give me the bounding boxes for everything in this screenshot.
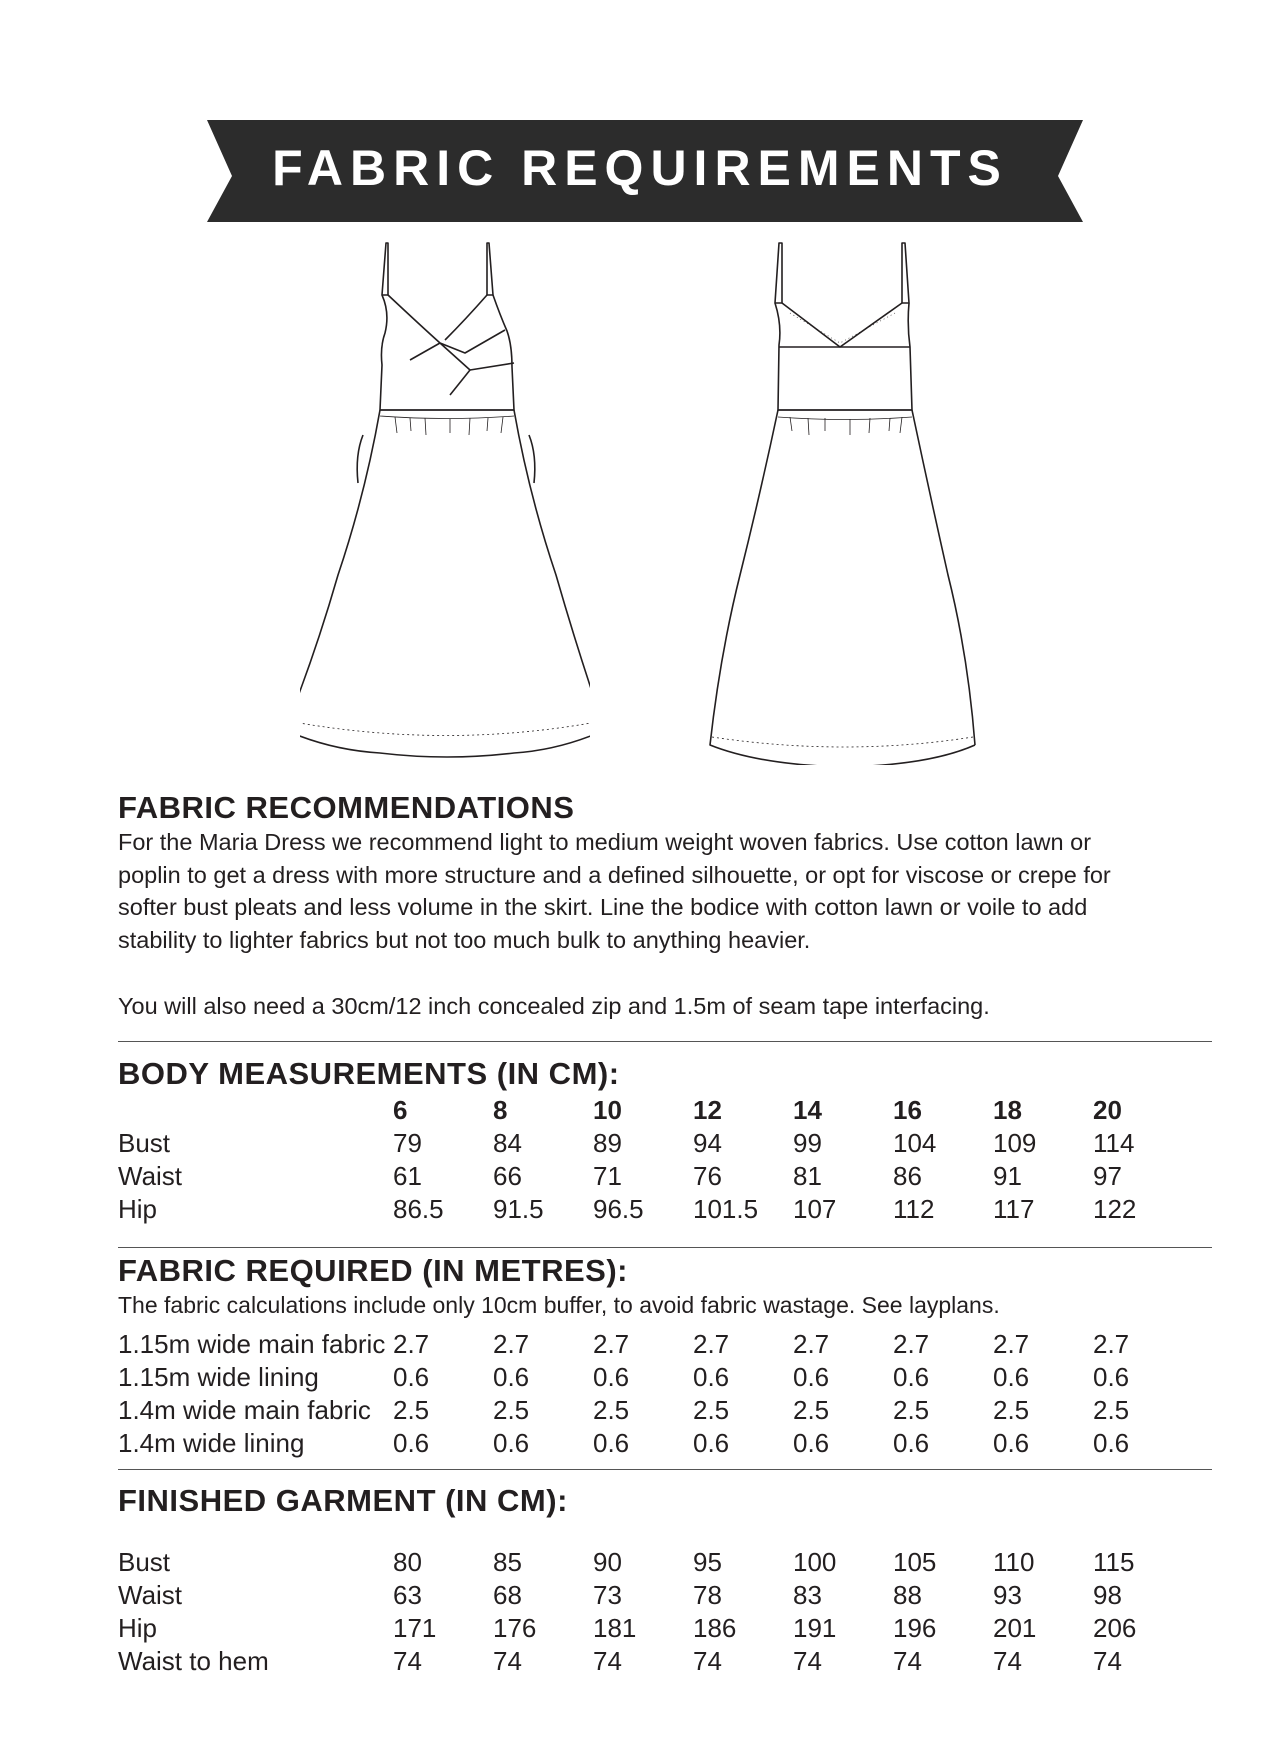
size-header: 6	[393, 1095, 408, 1125]
divider	[118, 1041, 1212, 1042]
table-cell: 2.5	[793, 1395, 830, 1425]
table-cell: 2.5	[493, 1395, 530, 1425]
dress-back-illustration	[690, 235, 980, 765]
table-cell: 96.5	[593, 1194, 644, 1224]
table-cell: 93	[993, 1580, 1022, 1610]
table-cell: 0.6	[493, 1428, 530, 1458]
table-cell: 76	[693, 1161, 722, 1191]
table-cell: 2.5	[393, 1395, 430, 1425]
divider	[118, 1247, 1212, 1248]
table-cell: 91	[993, 1161, 1022, 1191]
table-cell: 80	[393, 1547, 422, 1577]
table-row	[118, 1160, 1193, 1193]
table-row	[118, 1361, 1193, 1394]
table-cell: 109	[993, 1128, 1037, 1158]
table-cell: 0.6	[993, 1428, 1030, 1458]
body-measurements-heading: BODY MEASUREMENTS (IN CM):	[118, 1056, 620, 1091]
table-cell: 171	[393, 1613, 437, 1643]
table-cell: 63	[393, 1580, 422, 1610]
table-cell: 100	[793, 1547, 837, 1577]
table-cell: 61	[393, 1161, 422, 1191]
table-cell: 74	[993, 1646, 1022, 1676]
size-header-row	[118, 1094, 1193, 1127]
table-cell: 104	[893, 1128, 937, 1158]
table-cell: 71	[593, 1161, 622, 1191]
table-cell: 107	[793, 1194, 837, 1224]
recommendations-line: For the Maria Dress we recommend light to medium weight woven fabrics. Use cotton lawn or	[118, 829, 1092, 855]
table-cell: 88	[893, 1580, 922, 1610]
table-cell: 2.7	[693, 1329, 730, 1359]
table-cell: 99	[793, 1128, 822, 1158]
table-row	[118, 1427, 1193, 1460]
table-cell: 90	[593, 1547, 622, 1577]
table-cell: 2.7	[493, 1329, 530, 1359]
table-cell: 0.6	[593, 1428, 630, 1458]
recommendations-line: poplin to get a dress with more structure and a defined silhouette, or opt for viscose or crepe for	[118, 861, 1111, 888]
row-label: 1.4m wide main fabric	[118, 1395, 371, 1425]
table-cell: 176	[493, 1613, 537, 1643]
table-cell: 0.6	[693, 1362, 730, 1392]
table-cell: 86.5	[393, 1194, 444, 1224]
table-cell: 95	[693, 1547, 722, 1577]
table-cell: 74	[393, 1646, 422, 1676]
table-row	[118, 1546, 1193, 1579]
table-cell: 2.7	[993, 1329, 1030, 1359]
dress-front-illustration	[300, 235, 590, 765]
table-cell: 206	[1093, 1613, 1137, 1643]
table-row	[118, 1394, 1193, 1427]
table-cell: 85	[493, 1547, 522, 1577]
table-row	[118, 1127, 1193, 1160]
table-cell: 110	[993, 1547, 1035, 1577]
recommendations-paragraph	[118, 826, 1198, 956]
table-cell: 68	[493, 1580, 522, 1610]
table-cell: 74	[493, 1646, 522, 1676]
table-cell: 117	[993, 1194, 1035, 1224]
table-cell: 186	[693, 1613, 737, 1643]
recommendations-line: softer bust pleats and less volume in the skirt. Line the bodice with cotton lawn or voile to add	[118, 894, 1088, 920]
table-cell: 0.6	[593, 1362, 630, 1392]
table-cell: 74	[693, 1646, 722, 1676]
fabric-note: The fabric calculations include only 10cm buffer, to avoid fabric wastage. See layplans.	[118, 1292, 1000, 1318]
divider	[118, 1469, 1212, 1470]
table-row	[118, 1193, 1193, 1226]
row-label: Bust	[118, 1547, 171, 1577]
table-row	[118, 1579, 1193, 1612]
table-cell: 74	[793, 1646, 822, 1676]
row-label: Bust	[118, 1128, 171, 1158]
fabric-required-table	[118, 1328, 1193, 1460]
table-cell: 66	[493, 1161, 522, 1191]
table-cell: 114	[1093, 1128, 1135, 1158]
row-label: 1.15m wide main fabric	[118, 1329, 386, 1359]
table-row	[118, 1328, 1193, 1361]
table-cell: 0.6	[493, 1362, 530, 1392]
table-cell: 91.5	[493, 1194, 544, 1224]
size-header: 18	[993, 1095, 1022, 1125]
recommendations-heading: FABRIC RECOMMENDATIONS	[118, 790, 575, 825]
table-cell: 115	[1093, 1547, 1135, 1577]
row-label: 1.4m wide lining	[118, 1428, 305, 1458]
table-cell: 181	[593, 1613, 637, 1643]
size-header: 14	[793, 1095, 822, 1125]
table-cell: 2.7	[793, 1329, 830, 1359]
row-label: 1.15m wide lining	[118, 1362, 319, 1392]
table-cell: 0.6	[1093, 1428, 1130, 1458]
row-label: Waist	[118, 1161, 183, 1191]
table-cell: 78	[693, 1580, 722, 1610]
table-cell: 86	[893, 1161, 922, 1191]
table-cell: 2.5	[993, 1395, 1030, 1425]
table-cell: 2.7	[1093, 1329, 1130, 1359]
table-row	[118, 1645, 1193, 1678]
table-cell: 0.6	[793, 1428, 830, 1458]
row-label: Waist to hem	[118, 1646, 269, 1676]
table-cell: 122	[1093, 1194, 1137, 1224]
table-cell: 105	[893, 1547, 937, 1577]
table-cell: 196	[893, 1613, 937, 1643]
table-cell: 112	[893, 1194, 935, 1224]
finished-garment-table	[118, 1546, 1193, 1678]
table-cell: 79	[393, 1128, 422, 1158]
table-cell: 201	[993, 1613, 1037, 1643]
notions-text: You will also need a 30cm/12 inch concealed zip and 1.5m of seam tape interfacing.	[118, 993, 990, 1019]
table-cell: 83	[793, 1580, 822, 1610]
table-cell: 101.5	[693, 1194, 759, 1224]
page-title: FABRIC REQUIREMENTS	[272, 140, 1008, 196]
table-row	[118, 1612, 1193, 1645]
table-cell: 0.6	[393, 1428, 430, 1458]
fabric-required-heading: FABRIC REQUIRED (IN METRES):	[118, 1253, 628, 1288]
table-cell: 74	[893, 1646, 922, 1676]
table-cell: 2.5	[1093, 1395, 1130, 1425]
table-cell: 2.5	[893, 1395, 930, 1425]
table-cell: 81	[793, 1161, 822, 1191]
row-label: Hip	[118, 1194, 158, 1224]
finished-garment-heading: FINISHED GARMENT (IN CM):	[118, 1483, 568, 1518]
table-cell: 0.6	[993, 1362, 1030, 1392]
row-label: Hip	[118, 1613, 158, 1643]
table-cell: 0.6	[893, 1362, 930, 1392]
row-label: Waist	[118, 1580, 183, 1610]
table-cell: 2.5	[593, 1395, 630, 1425]
table-cell: 97	[1093, 1161, 1122, 1191]
size-header: 20	[1093, 1095, 1122, 1125]
table-cell: 94	[693, 1128, 722, 1158]
recommendations-line: stability to lighter fabrics but not too much bulk to anything heavier.	[118, 926, 811, 953]
size-header: 12	[693, 1095, 722, 1125]
body-measurements-table	[118, 1094, 1193, 1226]
title-banner	[0, 0, 1282, 240]
table-cell: 191	[793, 1613, 837, 1643]
table-cell: 0.6	[393, 1362, 430, 1392]
size-header: 16	[893, 1095, 922, 1125]
table-cell: 98	[1093, 1580, 1122, 1610]
table-cell: 2.5	[693, 1395, 730, 1425]
table-cell: 0.6	[893, 1428, 930, 1458]
table-cell: 73	[593, 1580, 622, 1610]
table-cell: 2.7	[893, 1329, 930, 1359]
size-header: 10	[593, 1095, 622, 1125]
table-cell: 0.6	[1093, 1362, 1130, 1392]
table-cell: 2.7	[393, 1329, 430, 1359]
table-cell: 84	[493, 1128, 522, 1158]
table-cell: 89	[593, 1128, 622, 1158]
size-header: 8	[493, 1095, 508, 1125]
table-cell: 74	[1093, 1646, 1122, 1676]
table-cell: 0.6	[793, 1362, 830, 1392]
table-cell: 2.7	[593, 1329, 630, 1359]
table-cell: 74	[593, 1646, 622, 1676]
table-cell: 0.6	[693, 1428, 730, 1458]
